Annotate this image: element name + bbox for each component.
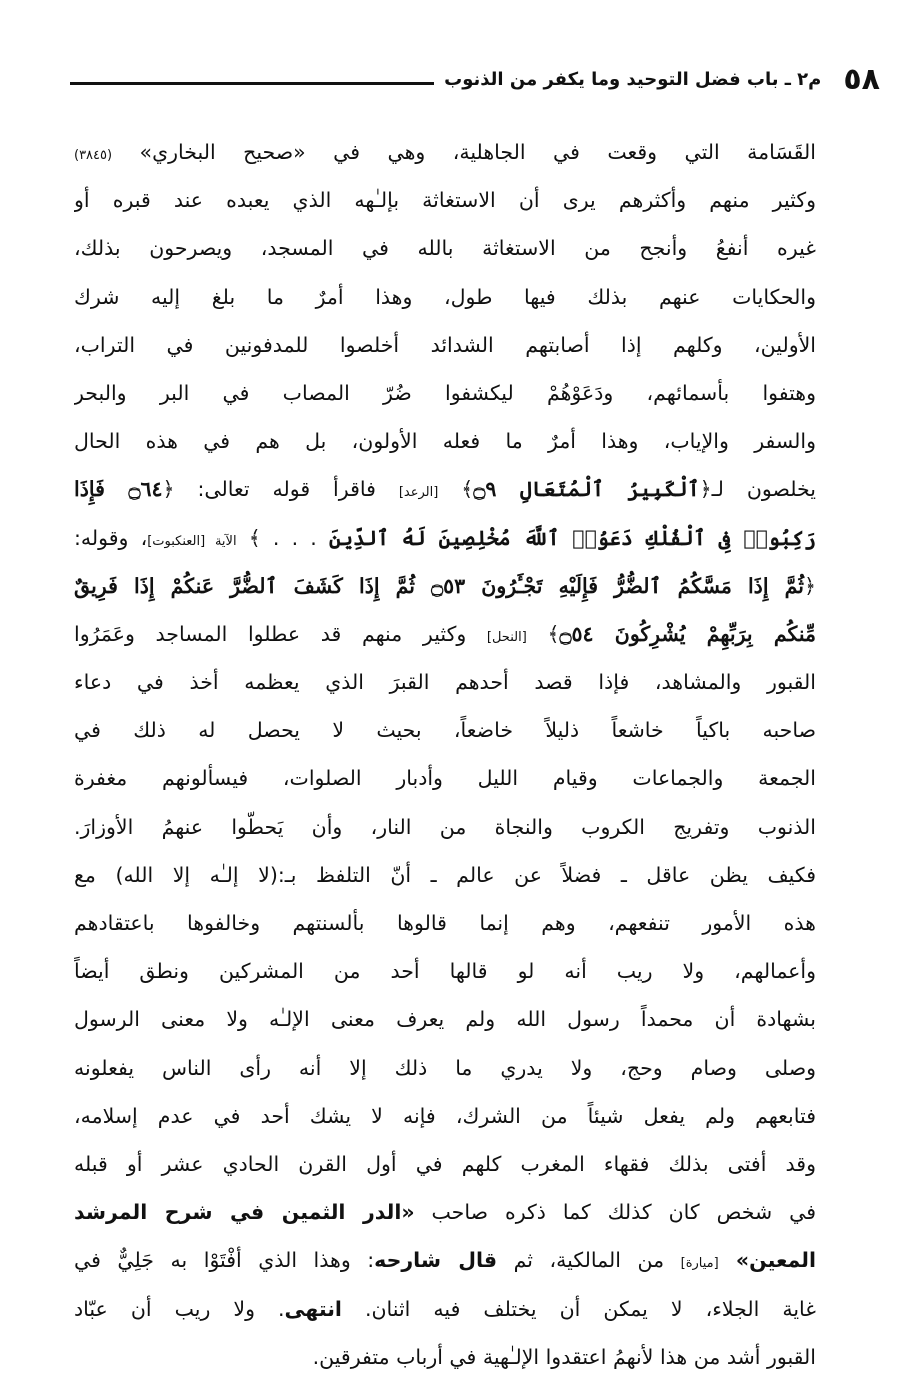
bold-text: قال شارحه bbox=[374, 1248, 498, 1273]
text-line bbox=[74, 1140, 816, 1188]
bold-text: «الدر الثمين في شرح المرشد bbox=[74, 1200, 415, 1225]
text-run: وأعمالهم، ولا ريب أنه لو قالها أحد من المشركين ونطق أيضاً bbox=[74, 959, 816, 984]
header-rule bbox=[70, 82, 434, 85]
text-line bbox=[74, 176, 816, 224]
text-run: وقد أفتى بذلك فقهاء المغرب كلهم في أول القرن الحادي عشر أو قبله bbox=[74, 1151, 816, 1176]
quran-verse: ثُمَّ إِذَا مَسَّكُمُ ٱلضُّرُّ فَإِلَيْهِ تَجْـَٔرُونَ ۝٥٣ ثُمَّ إِذَا كَشَفَ ٱلضُّرَّ عَنكُمْ إِذَا فَرِيقٌ bbox=[74, 573, 804, 598]
text-line bbox=[74, 321, 816, 369]
body-text bbox=[74, 128, 816, 1381]
text-line bbox=[74, 995, 816, 1043]
text-run: يخلصون لـ﴿ bbox=[699, 477, 816, 502]
page-number: ٥٨ bbox=[843, 61, 880, 97]
text-line bbox=[74, 658, 816, 706]
text-line bbox=[74, 610, 816, 658]
text-run: في شخص كان كذلك كما ذكره صاحب bbox=[414, 1200, 816, 1225]
quran-verse: ٱلْكَبِيرُ ٱلْمُتَعَالِ ۝٩ bbox=[473, 477, 700, 502]
source-reference: [النحل] bbox=[486, 629, 527, 645]
text-line bbox=[74, 369, 816, 417]
text-line bbox=[74, 803, 816, 851]
text-run: غاية الجلاء، لا يمكن أن يختلف فيه اثنان. bbox=[341, 1296, 816, 1321]
page-header bbox=[70, 56, 880, 102]
text-line bbox=[74, 1044, 816, 1092]
text-run: القَسَامة التي وقعت في الجاهلية، وهي في «صحيح البخاري» bbox=[112, 140, 816, 164]
text-run: فتابعهم ولم يفعل شيئاً من الشرك، فإنه لا يشك أحد في عدم إسلامه، bbox=[74, 1103, 816, 1128]
text-run: وكثير منهم قد عطلوا المساجد وعَمَرُوا bbox=[74, 621, 487, 646]
text-run: وصلى وصام وحج، ولا يدري ما ذلك إلا أنه رأى الناس يفعلونه bbox=[74, 1055, 816, 1080]
text-run: الجمعة والجماعات وقيام الليل وأدبار الصلوات، فيسألونهم مغفرة bbox=[74, 766, 816, 791]
bold-text: انتهى bbox=[284, 1296, 342, 1321]
text-line bbox=[74, 1236, 816, 1284]
quran-verse: مِّنكُم بِرَبِّهِمْ يُشْرِكُونَ ۝٥٤ bbox=[559, 621, 816, 646]
text-run: صاحبه باكياً خاشعاً ذليلاً خاضعاً، بحيث لا يحصل له ذلك في bbox=[74, 718, 816, 743]
text-line bbox=[74, 224, 816, 272]
text-run: ﴿ bbox=[803, 573, 816, 598]
text-run: . . . ﴾ bbox=[236, 525, 329, 550]
text-run: فكيف يظن عاقل ـ فضلاً عن عالم ـ أنّ التلفظ بـ:(لا إلـٰه إلا الله) مع bbox=[74, 862, 816, 887]
text-run: القبور والمشاهد، فإذا قصد أحدهم القبرَ الذي يعظمه أخذ في دعاء bbox=[74, 670, 816, 695]
source-reference: [الرعد] bbox=[398, 485, 439, 501]
quran-verse: ۝٦٤ فَإِذَا bbox=[74, 477, 163, 502]
text-line bbox=[74, 899, 816, 947]
text-run: الأولين، وكلهم إذا أصابتهم الشدائد أخلصوا للمدفونين في التراب، bbox=[74, 332, 816, 357]
text-line bbox=[74, 754, 816, 802]
text-line bbox=[74, 273, 816, 321]
running-title: م٢ ـ باب فضل التوحيد وما يكفر من الذنوب bbox=[444, 68, 822, 90]
source-reference: الآية [العنكبوت] bbox=[147, 533, 237, 549]
source-reference: [ميارة] bbox=[680, 1256, 719, 1272]
text-line bbox=[74, 514, 816, 562]
text-run: القبور أشد من هذا لأنهمُ اعتقدوا الإلـٰهية في أرباب متفرقين. bbox=[312, 1344, 816, 1369]
source-reference: (٣٨٤٥) bbox=[74, 148, 113, 163]
text-line bbox=[74, 706, 816, 754]
text-line bbox=[74, 1285, 816, 1333]
text-line bbox=[74, 417, 816, 465]
text-line bbox=[74, 1092, 816, 1140]
text-run: والحكايات عنهم بذلك فيها طول، وهذا أمرٌ ما بلغ إليه شرك bbox=[74, 284, 816, 309]
text-run: : وهذا الذي أفْتَوْا به جَلِيٌّ في bbox=[74, 1248, 375, 1273]
quran-verse: رَكِبُوا۟ فِى ٱلْفُلْكِ دَعَوُا۟ ٱللَّهَ مُخْلِصِينَ لَهُ ٱلدِّينَ bbox=[328, 525, 816, 550]
text-line bbox=[74, 851, 816, 899]
text-run: ﴾ bbox=[438, 477, 474, 502]
text-run: الذنوب وتفريج الكروب والنجاة من النار، وأن يَحطّوا عنهمُ الأوزارَ. bbox=[74, 814, 816, 839]
text-line bbox=[74, 128, 816, 176]
text-run: غيره أنفعُ وأنجح من الاستغاثة بالله في المسجد، ويصرحون بذلك، bbox=[74, 236, 816, 261]
text-run: . ولا ريب أن عبّاد bbox=[74, 1296, 285, 1321]
text-run: فاقرأ قوله تعالى: ﴿ bbox=[162, 477, 399, 502]
text-line bbox=[74, 1188, 816, 1236]
text-run: ، وقوله: bbox=[74, 525, 148, 550]
text-run: هذه الأمور تنفعهم، وهم إنما قالوها بألسنتهم وخالفوها باعتقادهم bbox=[74, 911, 816, 935]
text-line bbox=[74, 465, 816, 513]
text-run: ﴾ bbox=[526, 621, 560, 646]
text-run: وهتفوا بأسمائهم، ودَعَوْهُمْ ليكشفوا ضُرّ المصاب في البر والبحر bbox=[74, 380, 816, 405]
bold-text: المعين» bbox=[718, 1248, 816, 1273]
text-run: من المالكية، ثم bbox=[497, 1248, 681, 1273]
text-line bbox=[74, 562, 816, 610]
text-run: والسفر والإياب، وهذا أمرٌ ما فعله الأولون، بل هم في هذه الحال bbox=[74, 429, 816, 454]
text-run: بشهادة أن محمداً رسول الله ولم يعرف معنى الإلـٰه ولا معنى الرسول bbox=[74, 1007, 816, 1032]
text-line bbox=[74, 1333, 816, 1381]
text-run: وكثير منهم وأكثرهم يرى أن الاستغاثة بإلـٰهه الذي يعبده عند قبره أو bbox=[74, 188, 816, 213]
text-line bbox=[74, 947, 816, 995]
